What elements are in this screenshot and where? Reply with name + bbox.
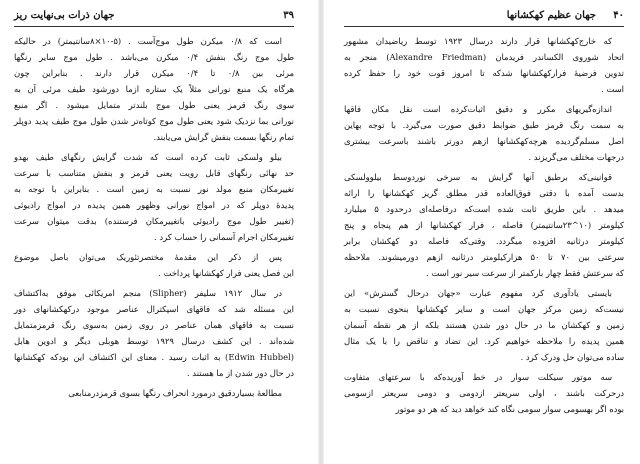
text-line: که خارج‌کهکشانها قرار دارند درسال ۱۹۲۳ توسط ریاضیدان مشهور bbox=[344, 36, 612, 46]
text-line: حد نهائی رنگهای قابل رویت یعنی قرمز و بنفش متناسب با سرعت bbox=[14, 168, 294, 178]
text-line: نورانی بما نزدیک شود یعنی طول موج کوتاه‌تر شدن طول موج طیف پدید دوپلر bbox=[14, 116, 294, 126]
text-line: بدست آمده با دقتی فوق‌العاده قدر مطلق گریز کهکشانها را ارائه bbox=[344, 188, 624, 198]
left-page-running-title: جهان ذرات بی‌نهایت ریز bbox=[14, 10, 115, 21]
paragraph bbox=[14, 33, 294, 145]
text-line: که سرعتش فقط چهار بارکمتر از سرعت سیر نور است . bbox=[426, 268, 624, 278]
text-line: درجهات مختلف می‌گریزند . bbox=[528, 152, 624, 162]
right-page bbox=[344, 0, 624, 464]
paragraph bbox=[344, 169, 624, 281]
text-line: کیلومتر درثانیه افزوده میگردد. وقتی‌که فاصله دو کهکشان برابر bbox=[344, 236, 624, 246]
right-page-running-title: جهان عظیم کهکشانها bbox=[506, 10, 596, 21]
text-line: در سال ۱۹۱۲ سلیفر (Slipher) منجم امریکائی موفق به‌اکتشاف bbox=[14, 288, 282, 298]
text-line: مطالعهٔ بسیاردقیق درمورد انحراف رنگها بسوی قرمزدرمنابعی bbox=[68, 388, 282, 398]
right-page-header bbox=[344, 10, 624, 24]
paragraph bbox=[14, 385, 294, 401]
text-line: (Edwin Hubbel) به اثبات رسید . معنای این اکتشاف این بودکه کهکشانها bbox=[14, 352, 295, 362]
text-line: تمام رنگها بسمت بنفش گرایش می‌یابند. bbox=[153, 132, 294, 142]
book-gutter bbox=[318, 0, 324, 464]
text-line: هرگاه یک منبع نورانی مثلاً یک ستاره ازما دورشود طیف مرئی آن به bbox=[14, 84, 294, 94]
text-line: طول موج رنگ بنفش ۰/۴ میکرن می‌باشد . طول موج سایر رنگها bbox=[14, 52, 294, 62]
right-header-rule bbox=[344, 26, 624, 27]
paragraph bbox=[344, 101, 624, 165]
text-line: تغییرمکان اجرام آسمانی را حساب کرد . bbox=[154, 232, 294, 242]
paragraph bbox=[14, 285, 294, 381]
left-page-body bbox=[14, 33, 294, 401]
paragraph bbox=[344, 285, 624, 365]
text-line: این مسئله شد که فاقهای اسپکترال عناصر موجود درکهکشانهای دور bbox=[14, 304, 294, 314]
text-line: سرعتی بین ۷۰ تا ۵۰ هزارکیلومتر درثانیه ازهم دورمیشوند. ملاحظه bbox=[344, 252, 624, 262]
text-line: تدوین فرضیهٔ فرارکهکشانها شدکه تا امروز قوت خود را حفظ کرده bbox=[344, 68, 624, 78]
left-page-header bbox=[14, 10, 294, 24]
paragraph bbox=[14, 149, 294, 245]
paragraph bbox=[344, 33, 624, 97]
text-line: نسبت به فاقهای همان عناصر در روی زمین به‌سوی رنگ قرمزمتمایل bbox=[14, 320, 294, 330]
text-line: زمین و کهکشان ما در حال دور شدن هستند بلکه از هر نقطه آسمان bbox=[344, 320, 624, 330]
text-line: سه موتور سیکلت سوار در خط آوریده‌که با سرعتهای متفاوت bbox=[344, 372, 612, 382]
text-line: شده‌اند . این کشف درسال ۱۹۲۹ توسط هوبلی دیگر و ادوین هابل bbox=[14, 336, 294, 346]
text-line: تغییرمکان منبع مولد نور نسبت به زمین است . بنابراین با توجه به bbox=[14, 184, 294, 194]
text-line: اندازه‌گیریهای مکرر و دقیق اثبات‌کرده است نقل مکان فاقها bbox=[344, 104, 612, 114]
text-line: قوانینی‌که برطبق آنها گرایش به سرخی نوردوسط بیلوولسکی bbox=[344, 172, 612, 182]
text-line: است . bbox=[601, 84, 624, 94]
left-page-number: ۳۹ bbox=[283, 10, 294, 21]
text-line: کیلومتر (۱۰^۲۳سانتیمتر) فاصله ، فرار کهکشانها از هم پنجاه و پنج bbox=[344, 220, 624, 230]
text-line: نیست‌که زمین مرکز جهان است و سایر کهکشانها بنحوی نسبت به bbox=[344, 304, 624, 314]
left-page bbox=[14, 0, 294, 464]
text-line: بایستی یادآوری کرد مفهوم عبارت «جهان درحال گسترش» این bbox=[344, 288, 612, 298]
text-line: است که ۰/۸ میکرن طول موج‌آست . (۵-۱۰×۸سانتیمتر) در حالیکه bbox=[14, 36, 283, 46]
text-line: در حال دور شدن از ما هستند . bbox=[186, 368, 294, 378]
right-page-number: ۴۰ bbox=[613, 10, 624, 21]
text-line: ساده می‌توان حل ودرک کرد . bbox=[520, 352, 624, 362]
text-line: بوده اگر بهسومی سوار سومی نگاه کند خواهد دید که هر دو موتور bbox=[395, 404, 624, 414]
paragraph bbox=[14, 249, 294, 281]
text-line: میدهد . باین طریق ثابت شده است‌که درفاصله‌ای درحدود ۵ میلیارد bbox=[344, 204, 624, 214]
text-line: این فصل یعنی فرار کهکشانها پرداخت . bbox=[158, 268, 294, 278]
text-line: اصل مسلم‌گردیده هرچه‌کهکشانها ازهم دورتر باشند باسرعت بیشتری bbox=[344, 136, 624, 146]
text-line: (تغییر طول موج رادیوئی باتغییرمکان فرستنده) بدقت میتوان سرعت bbox=[14, 216, 294, 226]
text-line: درحرکت باشند ، اولی سریعتر ازدومی و دومی سریعتر ازسومی bbox=[344, 388, 624, 398]
text-line: اتحاد شوروی الکساندر فریدمان (Alexandre Friedman) منجر به bbox=[344, 52, 624, 62]
left-header-rule bbox=[14, 26, 294, 27]
text-line: بیلو ولسکی ثابت کرده است که شدت گرایش رنگهای طیف بهدو bbox=[14, 152, 282, 162]
text-line: همین پدیده را ملاحظه خواهیم کرد. این تضاد و تناقض را با یک مثال bbox=[344, 336, 624, 346]
text-line: سوی رنگ قرمز یعنی طول موج بلندتر متمایل میشود . اگر منبع bbox=[14, 100, 294, 110]
text-line: پس از ذکر این مقدمهٔ مختصرتئوریک می‌توان باصل موضوع bbox=[14, 252, 282, 262]
paragraph bbox=[344, 369, 624, 417]
text-line: به سمت رنگ قرمز طبق ضوابط دقیق صورت می‌گیرد. با توجه بهاین bbox=[344, 120, 624, 130]
text-line: مرئی بین ۰/۸ تا ۰/۴ میکرن قرار دارند . بنابراین چون bbox=[14, 68, 294, 78]
text-line: پدیدهٔ دوپلر که در امواج نورانی وظهور همین پدیده در امواج رادیوئی bbox=[14, 200, 294, 210]
right-page-body bbox=[344, 33, 624, 417]
